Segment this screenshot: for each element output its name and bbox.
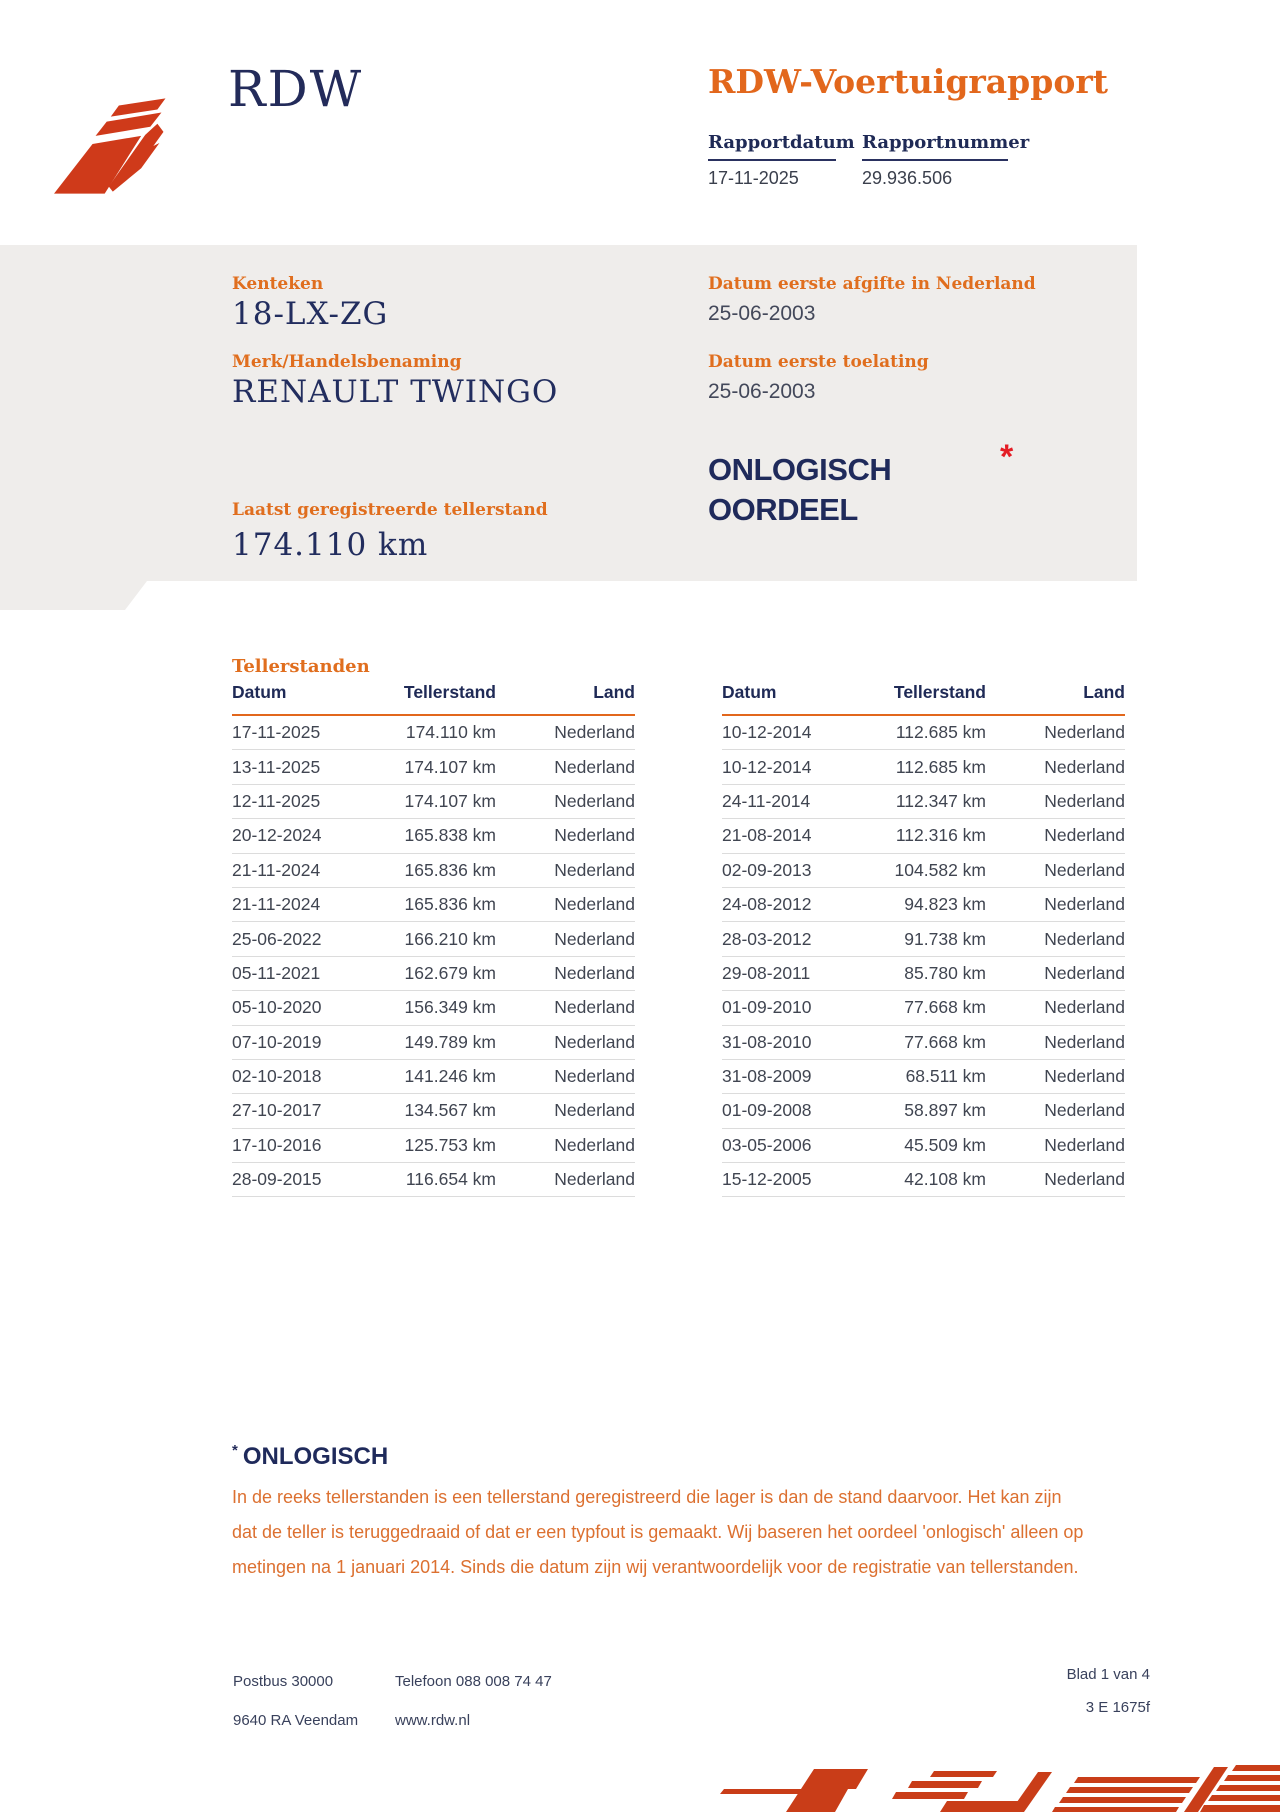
- cell-tellerstand: 104.582 km: [894, 859, 986, 880]
- footer-address: [233, 1662, 358, 1740]
- footer-contact: [395, 1662, 552, 1740]
- cell-datum: 15-12-2005: [722, 1169, 812, 1190]
- cell-datum: 13-11-2025: [232, 756, 321, 777]
- explanation-line: metingen na 1 januari 2014. Sinds die datum zijn wij verantwoordelijk voor de registratie van tellerstanden.: [232, 1557, 1079, 1577]
- table-body: [722, 716, 1125, 1197]
- cell-tellerstand: 91.738 km: [904, 928, 986, 949]
- cell-datum: 02-09-2013: [722, 859, 812, 880]
- cell-land: Nederland: [1044, 1031, 1125, 1052]
- table-row: [722, 1026, 1125, 1060]
- table-row: [722, 1060, 1125, 1094]
- table-row: [232, 957, 635, 991]
- cell-land: Nederland: [554, 1134, 635, 1155]
- report-date-label: Rapportdatum: [708, 132, 836, 161]
- toelating-value: 25-06-2003: [708, 380, 816, 403]
- cell-datum: 21-11-2024: [232, 859, 321, 880]
- afgifte-value: 25-06-2003: [708, 302, 816, 325]
- cell-tellerstand: 45.509 km: [904, 1134, 986, 1155]
- cell-tellerstand: 174.107 km: [404, 756, 496, 777]
- oordeel-line2: OORDEEL: [708, 492, 858, 527]
- table-row: [232, 819, 635, 853]
- column-header-land: Land: [593, 682, 635, 702]
- cell-land: Nederland: [1044, 756, 1125, 777]
- footer-postbus: Postbus 30000: [233, 1673, 334, 1690]
- oordeel-asterisk-marker: *: [1000, 438, 1014, 476]
- table-row: [232, 750, 635, 784]
- cell-tellerstand: 112.685 km: [895, 722, 986, 743]
- cell-tellerstand: 77.668 km: [904, 997, 986, 1018]
- cell-datum: 01-09-2008: [722, 1100, 812, 1121]
- cell-tellerstand: 112.316 km: [895, 825, 986, 846]
- cell-datum: 28-03-2012: [722, 928, 812, 949]
- rdw-logo-wordmark: RDW: [228, 60, 364, 118]
- cell-tellerstand: 165.836 km: [404, 859, 496, 880]
- toelating-label: Datum eerste toelating: [708, 352, 929, 372]
- cell-land: Nederland: [554, 894, 635, 915]
- cell-land: Nederland: [1044, 722, 1125, 743]
- cell-datum: 10-12-2014: [722, 722, 812, 743]
- kenteken-label: Kenteken: [232, 274, 324, 294]
- table-row: [232, 716, 635, 750]
- cell-tellerstand: 174.110 km: [405, 722, 496, 743]
- cell-land: Nederland: [1044, 859, 1125, 880]
- cell-datum: 12-11-2025: [232, 790, 321, 811]
- explanation-title: ONLOGISCH: [242, 1443, 389, 1470]
- table-row: [722, 991, 1125, 1025]
- footer-city: 9640 RA Veendam: [233, 1712, 359, 1729]
- table-row: [232, 1129, 635, 1163]
- cell-datum: 03-05-2006: [722, 1134, 812, 1155]
- cell-datum: 27-10-2017: [232, 1100, 322, 1121]
- explanation-line: In de reeks tellerstanden is een tellerstand geregistreerd die lager is dan de stand daarvoor. Het kan zijn: [232, 1487, 1062, 1507]
- table-row: [232, 1163, 635, 1197]
- table-row: [232, 922, 635, 956]
- cell-land: Nederland: [1044, 928, 1125, 949]
- afgifte-label: Datum eerste afgifte in Nederland: [708, 274, 1036, 294]
- cell-datum: 20-12-2024: [232, 825, 322, 846]
- footer-page-info: [1067, 1658, 1150, 1724]
- cell-datum: 24-11-2014: [722, 790, 811, 811]
- cell-land: Nederland: [1044, 1169, 1125, 1190]
- cell-land: Nederland: [554, 1169, 635, 1190]
- rdw-wing-icon: [52, 94, 204, 198]
- page-title: RDW-Voertuigrapport: [708, 62, 1108, 101]
- table-row: [722, 1094, 1125, 1128]
- explanation-heading: [232, 1442, 388, 1471]
- cell-datum: 31-08-2010: [722, 1031, 812, 1052]
- table-row: [232, 1094, 635, 1128]
- rdw-stripes-graphic: [600, 1757, 1280, 1812]
- report-date-value: 17-11-2025: [708, 168, 799, 188]
- table-row: [722, 1129, 1125, 1163]
- table-row: [232, 1060, 635, 1094]
- cell-tellerstand: 165.836 km: [404, 894, 496, 915]
- oordeel-text: [708, 450, 891, 530]
- report-number-value: 29.936.506: [862, 168, 953, 188]
- table-row: [722, 819, 1125, 853]
- cell-land: Nederland: [554, 962, 635, 983]
- table-row: [722, 1163, 1125, 1197]
- vehicle-summary-panel: [0, 245, 1137, 610]
- cell-tellerstand: 116.654 km: [405, 1169, 496, 1190]
- footer-form-code: 3 E 1675f: [1085, 1699, 1150, 1716]
- explanation-line: dat de teller is teruggedraaid of dat er een typfout is gemaakt. Wij baseren het oordeel 'onlogisch' alleen op: [232, 1522, 1084, 1542]
- cell-tellerstand: 174.107 km: [404, 790, 496, 811]
- cell-datum: 24-08-2012: [722, 894, 812, 915]
- column-header-datum: Datum: [722, 682, 777, 702]
- cell-tellerstand: 42.108 km: [904, 1169, 986, 1190]
- tellerstand-value: 174.110 km: [232, 527, 429, 563]
- cell-datum: 21-08-2014: [722, 825, 812, 846]
- cell-land: Nederland: [1044, 1066, 1125, 1087]
- cell-land: Nederland: [1044, 997, 1125, 1018]
- cell-land: Nederland: [554, 1100, 635, 1121]
- cell-land: Nederland: [554, 928, 635, 949]
- footer-website: www.rdw.nl: [395, 1712, 471, 1729]
- table-row: [232, 1026, 635, 1060]
- table-row: [722, 888, 1125, 922]
- cell-land: Nederland: [1044, 825, 1125, 846]
- cell-datum: 25-06-2022: [232, 928, 322, 949]
- cell-tellerstand: 58.897 km: [904, 1100, 986, 1121]
- tellerstanden-table-left: [232, 682, 635, 1197]
- cell-land: Nederland: [1044, 1134, 1125, 1155]
- cell-land: Nederland: [554, 756, 635, 777]
- cell-tellerstand: 77.668 km: [904, 1031, 986, 1052]
- cell-tellerstand: 134.567 km: [404, 1100, 496, 1121]
- table-row: [232, 785, 635, 819]
- table-row: [232, 991, 635, 1025]
- oordeel-line1: ONLOGISCH: [708, 452, 892, 487]
- footer-phone: Telefoon 088 008 74 47: [395, 1673, 552, 1690]
- column-header-land: Land: [1083, 682, 1125, 702]
- cell-datum: 17-10-2016: [232, 1134, 322, 1155]
- cell-datum: 17-11-2025: [232, 722, 321, 743]
- column-header-tellerstand: Tellerstand: [893, 682, 986, 702]
- report-date-block: [708, 132, 855, 189]
- cell-tellerstand: 125.753 km: [404, 1134, 496, 1155]
- tellerstanden-table-right: [722, 682, 1125, 1197]
- cell-tellerstand: 94.823 km: [904, 894, 986, 915]
- cell-land: Nederland: [1044, 790, 1125, 811]
- cell-tellerstand: 166.210 km: [404, 928, 496, 949]
- cell-tellerstand: 156.349 km: [404, 997, 496, 1018]
- table-header-row: [722, 682, 1125, 716]
- column-header-tellerstand: Tellerstand: [403, 682, 496, 702]
- cell-land: Nederland: [554, 825, 635, 846]
- cell-tellerstand: 112.347 km: [895, 790, 986, 811]
- cell-datum: 31-08-2009: [722, 1066, 812, 1087]
- cell-tellerstand: 162.679 km: [404, 962, 496, 983]
- cell-tellerstand: 112.685 km: [895, 756, 986, 777]
- tellerstanden-section-title: Tellerstanden: [232, 656, 370, 677]
- cell-datum: 28-09-2015: [232, 1169, 322, 1190]
- cell-land: Nederland: [1044, 962, 1125, 983]
- cell-land: Nederland: [554, 722, 635, 743]
- footer-page-indicator: Blad 1 van 4: [1066, 1666, 1150, 1683]
- cell-land: Nederland: [1044, 1100, 1125, 1121]
- table-row: [232, 888, 635, 922]
- explanation-asterisk-marker: *: [232, 1442, 238, 1459]
- table-row: [722, 922, 1125, 956]
- table-row: [722, 750, 1125, 784]
- cell-land: Nederland: [554, 790, 635, 811]
- table-row: [722, 957, 1125, 991]
- cell-tellerstand: 68.511 km: [905, 1066, 986, 1087]
- cell-datum: 01-09-2010: [722, 997, 812, 1018]
- merk-value: RENAULT TWINGO: [232, 374, 559, 410]
- column-header-datum: Datum: [232, 682, 287, 702]
- cell-land: Nederland: [1044, 894, 1125, 915]
- tellerstand-label: Laatst geregistreerde tellerstand: [232, 500, 548, 520]
- merk-label: Merk/Handelsbenaming: [232, 352, 462, 372]
- kenteken-value: 18-LX-ZG: [232, 296, 389, 332]
- cell-tellerstand: 149.789 km: [404, 1031, 496, 1052]
- table-row: [722, 785, 1125, 819]
- cell-tellerstand: 85.780 km: [904, 962, 986, 983]
- cell-datum: 29-08-2011: [722, 962, 811, 983]
- cell-tellerstand: 141.246 km: [404, 1066, 496, 1087]
- cell-land: Nederland: [554, 1031, 635, 1052]
- table-row: [722, 716, 1125, 750]
- explanation-body: [232, 1480, 1083, 1585]
- cell-datum: 10-12-2014: [722, 756, 812, 777]
- cell-tellerstand: 165.838 km: [404, 825, 496, 846]
- table-row: [722, 854, 1125, 888]
- table-row: [232, 854, 635, 888]
- cell-land: Nederland: [554, 859, 635, 880]
- cell-datum: 07-10-2019: [232, 1031, 322, 1052]
- table-body: [232, 716, 635, 1197]
- cell-land: Nederland: [554, 997, 635, 1018]
- cell-land: Nederland: [554, 1066, 635, 1087]
- cell-datum: 21-11-2024: [232, 894, 321, 915]
- cell-datum: 02-10-2018: [232, 1066, 322, 1087]
- report-number-block: [862, 132, 1030, 189]
- cell-datum: 05-11-2021: [232, 962, 321, 983]
- cell-datum: 05-10-2020: [232, 997, 322, 1018]
- table-header-row: [232, 682, 635, 716]
- report-number-label: Rapportnummer: [862, 132, 1008, 161]
